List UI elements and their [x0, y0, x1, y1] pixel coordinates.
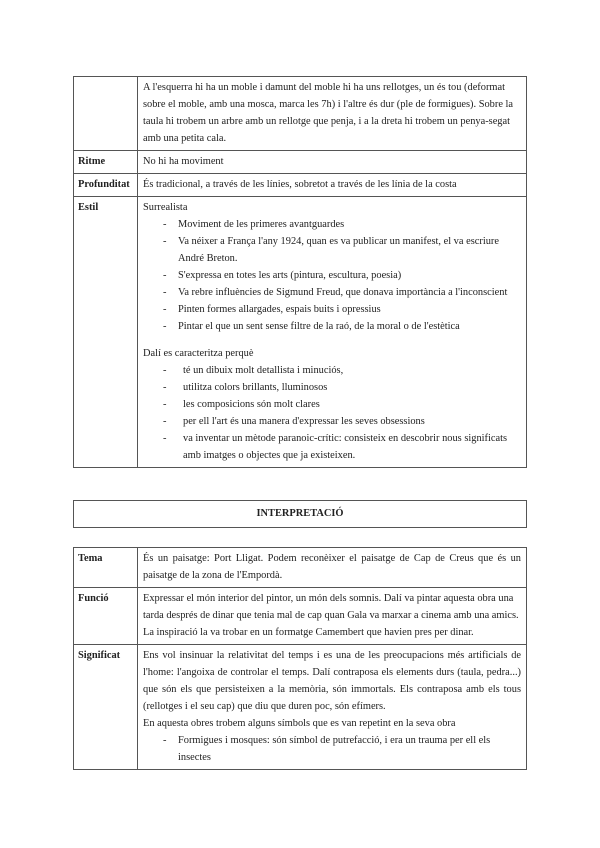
table-row — [74, 77, 527, 151]
list-item: - S'expressa en totes les arts (pintura, escultura, poesia) — [143, 267, 521, 284]
list-item: - per ell l'art és una manera d'expressar les seves obsessions — [143, 413, 521, 430]
table-row — [74, 197, 527, 468]
significat-label: Significat — [74, 645, 138, 770]
section-title: INTERPRETACIÓ — [74, 501, 527, 528]
tema-value: És un paisatge: Port Lligat. Podem reconèixer el paisatge de Cap de Creus que és un paisatge de la zona de l'Empordà. — [138, 548, 527, 588]
list-item: - Va néixer a França l'any 1924, quan es va publicar un manifest, el va escriure André Breton. — [143, 233, 521, 267]
estil-value — [138, 197, 527, 468]
list-item: - utilitza colors brillants, lluminosos — [143, 379, 521, 396]
significat-value — [138, 645, 527, 770]
significat-text: Ens vol insinuar la relativitat del temps i es una de les preocupacions més artificials de l'home: l'angoixa de controlar el temps. Dalí contraposa els elements durs (taula, pedra...) que són els que persisteixen a la memòria, són immortals. Els contraposa amb els tous (rellotges i el seu cap) que diu que duren poc, són efímers. — [143, 650, 521, 712]
list-item: - les composicions són molt clares — [143, 396, 521, 413]
description-cell — [138, 77, 527, 151]
ritme-label: Ritme — [74, 151, 138, 174]
dali-heading: Dalí es caracteritza perquè — [143, 348, 254, 359]
significat-list — [143, 732, 521, 766]
tema-label: Tema — [74, 548, 138, 588]
table-row — [74, 548, 527, 588]
list-item: - Pinten formes allargades, espais buits i opressius — [143, 301, 521, 318]
estil-heading: Surrealista — [143, 202, 188, 213]
analysis-table — [73, 76, 527, 468]
profunditat-value: És tradicional, a través de les línies, sobretot a través de les línia de la costa — [138, 174, 527, 197]
section-title-box — [73, 500, 527, 528]
funcio-value: Expressar el món interior del pintor, un món dels somnis. Dalí va pintar aquesta obra una tarda després de dinar que tenia mal de cap quan Gala va marxar a cinema amb una amics. La inspiració la va trobar en un formatge Camembert que havien pres per dinar. — [138, 588, 527, 645]
table-row — [74, 151, 527, 174]
list-item: - Moviment de les primeres avantguardes — [143, 216, 521, 233]
table-row — [74, 645, 527, 770]
description-text: A l'esquerra hi ha un moble i damunt del moble hi ha uns rellotges, un és tou (deformat sobre el moble, amb una mosca, marca les 7h) i l'altre és dur (ple de formigues). Sobre la taula hi trobem un arbre amb un rellotge que penja, i a la dreta hi trobem un penya-segat amb una petita cala. — [143, 82, 514, 144]
empty-label-cell — [74, 77, 138, 151]
list-item: - Pintar el que un sent sense filtre de la raó, de la moral o de l'estètica — [143, 318, 521, 335]
list-item: - té un dibuix molt detallista i minuciós, — [143, 362, 521, 379]
estil-label: Estil — [74, 197, 138, 468]
funcio-label: Funció — [74, 588, 138, 645]
list-item: - Va rebre influències de Sigmund Freud, que donava importància a l'inconscient — [143, 284, 521, 301]
profunditat-label: Profunditat — [74, 174, 138, 197]
ritme-value: No hi ha moviment — [138, 151, 527, 174]
table-row — [74, 174, 527, 197]
list-item: - Formigues i mosques: són símbol de putrefacció, i era un trauma per ell els insectes — [143, 732, 521, 766]
list-item: - va inventar un mètode paranoic-crític: consisteix en descobrir nous significats amb imatges o objectes que ja existeixen. — [143, 430, 521, 464]
significat-text-2: En aquesta obres trobem alguns símbols que es van repetint en la seva obra — [143, 718, 456, 729]
interpretation-table — [73, 547, 527, 770]
estil-list — [143, 216, 521, 335]
table-row — [74, 588, 527, 645]
dali-list — [143, 362, 521, 464]
